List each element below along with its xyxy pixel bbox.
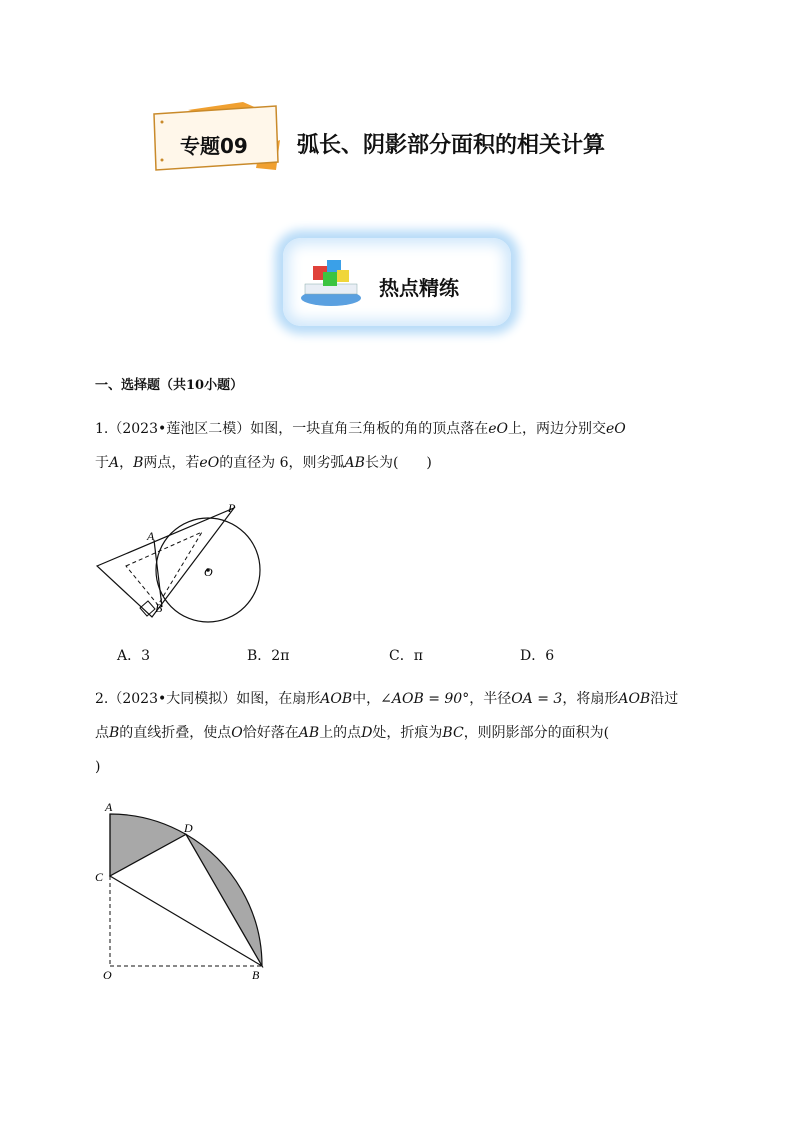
figure-label-b: B: [155, 601, 163, 615]
question-1-line2: 于A，B两点，若eO的直径为 6，则劣弧AB长为( ): [95, 455, 432, 471]
circle-symbol: eO: [488, 421, 509, 437]
hotspot-banner: [283, 238, 511, 326]
figure-label-a: A: [147, 529, 155, 543]
page-title: 弧长、阴影部分面积的相关计算: [297, 133, 606, 158]
question-1: [95, 412, 705, 480]
question-1-line1: 1.（2023•莲池区二模）如图，一块直角三角板的角的顶点落在eO上，两边分别交eO: [95, 421, 626, 437]
question-source: （2023•大同模拟）: [108, 691, 237, 707]
option-b[interactable]: B．2π: [247, 648, 290, 664]
question-2-figure: [92, 800, 282, 990]
option-a[interactable]: A．3: [117, 648, 151, 664]
figure-label-p: P: [228, 501, 236, 515]
title-badge: [148, 100, 283, 172]
circle-symbol: eO: [199, 455, 220, 471]
question-source: （2023•莲池区二模）: [108, 421, 251, 437]
question-1-figure: [92, 500, 272, 630]
section-heading: 一、选择题（共10小题）: [95, 378, 244, 393]
badge-label: 专题09: [180, 134, 248, 158]
banner-label: 热点精练: [379, 276, 459, 300]
figure-label-o: O: [103, 968, 112, 982]
question-number: 1.: [95, 421, 109, 437]
option-c[interactable]: C．π: [389, 648, 423, 664]
figure-label-d: D: [184, 821, 193, 835]
figure-label-b: B: [252, 968, 260, 982]
question-number: 2.: [95, 691, 109, 707]
stacked-cubes-icon: [297, 252, 367, 310]
option-d[interactable]: D．6: [520, 648, 555, 664]
question-2-line1: 2.（2023•大同模拟）如图，在扇形AOB中，∠AOB = 90°，半径OA = 3，将扇形AOB沿过: [95, 691, 679, 707]
circle-symbol: eO: [606, 421, 626, 437]
figure-label-o: O: [204, 565, 213, 579]
figure-label-a: A: [105, 800, 113, 814]
question-2-line2: 点B的直线折叠，使点O恰好落在AB上的点D处，折痕为BC，则阴影部分的面积为(: [95, 725, 610, 741]
question-2: [95, 682, 705, 784]
figure-label-c: C: [95, 870, 104, 884]
question-2-line3: ): [95, 759, 101, 775]
